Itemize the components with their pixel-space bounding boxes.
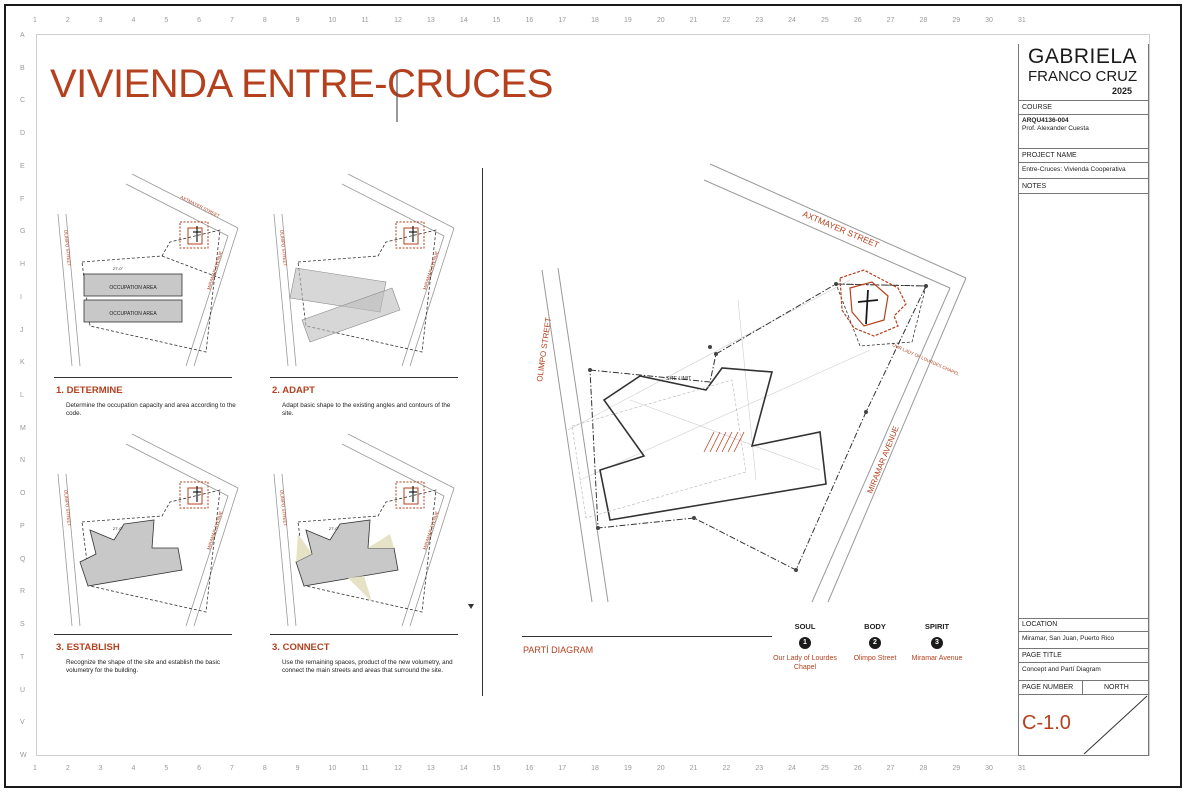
step-1-heading: 1. DETERMINE — [56, 385, 123, 396]
ruler-row-letter: V — [20, 719, 25, 727]
ruler-row-letter: H — [20, 261, 26, 269]
ruler-column-number: 28 — [919, 765, 928, 772]
ruler-row-letter: I — [20, 293, 22, 301]
step-4-description: Use the remaining spaces, product of the new volumetry, and connect the main streets and areas that surround the site. — [282, 659, 453, 674]
ruler-row-letter: J — [20, 326, 24, 334]
ruler-column-number: 18 — [591, 17, 599, 24]
tb-divider — [1018, 178, 1149, 179]
tb-divider — [1018, 662, 1149, 663]
diagram-adapt — [268, 170, 458, 370]
tb-divider — [1018, 618, 1149, 619]
svg-text:MIRAMAR AVENUE: MIRAMAR AVENUE — [422, 510, 440, 551]
step-3-rule — [54, 634, 232, 635]
ruler-column-number: 27 — [886, 765, 895, 772]
svg-text:OUR LADY OF LOURDES CHAPEL: OUR LADY OF LOURDES CHAPEL — [891, 342, 961, 377]
ruler-row-letter: S — [20, 621, 25, 629]
svg-text:MIRAMAR AVENUE: MIRAMAR AVENUE — [422, 250, 440, 291]
ruler-column-number: 2 — [65, 765, 70, 772]
svg-text:27'-0": 27'-0" — [112, 266, 124, 271]
svg-text:OCCUPATION AREA: OCCUPATION AREA — [109, 311, 157, 317]
ruler-column-number: 10 — [328, 17, 337, 24]
ruler-row-letter: P — [20, 522, 25, 530]
step-2-description: Adapt basic shape to the existing angles and contours of the site. — [282, 402, 451, 417]
step-4-rule — [270, 634, 458, 635]
svg-text:AXTMAYER STREET: AXTMAYER STREET — [801, 208, 881, 250]
tb-divider — [1018, 114, 1149, 115]
ruler-column-number: 14 — [459, 765, 468, 772]
legend-soul-heading: SOUL — [794, 622, 816, 631]
ruler-column-number: 1 — [33, 17, 37, 24]
ruler-column-number: 16 — [525, 17, 534, 24]
ruler-row-letter: E — [20, 162, 25, 170]
ruler-column-number: 14 — [459, 17, 468, 24]
title-cross-mark — [386, 70, 416, 126]
page-number-label: PAGE NUMBER — [1022, 684, 1074, 691]
ruler-column-number: 23 — [755, 17, 764, 24]
ruler-column-number: 9 — [295, 765, 300, 772]
ruler-row-letter: D — [20, 130, 26, 138]
ruler-column-number: 29 — [952, 765, 961, 772]
svg-text:27'-0": 27'-0" — [328, 526, 340, 531]
ruler-column-number: 25 — [821, 17, 829, 24]
step-1-description: Determine the occupation capacity and area according to the code. — [66, 402, 236, 417]
ruler-column-number: 31 — [1018, 765, 1026, 772]
diagram-determine — [52, 170, 242, 370]
svg-text:AXTMAYER STREET: AXTMAYER STREET — [179, 194, 221, 219]
ruler-column-number: 16 — [525, 765, 534, 772]
step-2-heading: 2. ADAPT — [272, 385, 315, 396]
ruler-column-number: 19 — [624, 17, 632, 24]
ruler-column-number: 23 — [755, 765, 764, 772]
ruler-row-letter: A — [20, 32, 25, 39]
tb-divider — [1018, 193, 1149, 194]
course-code: ARQU4136-004 — [1022, 117, 1069, 124]
tb-divider — [1018, 755, 1149, 756]
svg-text:MIRAMAR AVENUE: MIRAMAR AVENUE — [206, 510, 224, 551]
ruler-column-number: 17 — [558, 17, 567, 24]
ruler-column-number: 3 — [98, 765, 103, 772]
ruler-column-number: 22 — [722, 17, 731, 24]
ruler-column-number: 2 — [65, 17, 70, 24]
ruler-column-number: 11 — [361, 17, 369, 24]
ruler-row-letter: B — [20, 64, 25, 72]
svg-text:OLIMPO STREET: OLIMPO STREET — [63, 489, 72, 527]
ruler-column-number: 26 — [853, 765, 862, 772]
project-name: Entre-Cruces: Vivienda Cooperativa — [1022, 166, 1126, 173]
ruler-column-number: 27 — [886, 17, 895, 24]
ruler-column-number: 21 — [689, 17, 698, 24]
north-arrow-icon — [1082, 694, 1149, 756]
author-year: 2025 — [1112, 86, 1133, 96]
ruler-column-number: 13 — [427, 17, 435, 24]
tb-column-divider — [1082, 680, 1083, 694]
ruler-column-number: 11 — [361, 765, 369, 772]
svg-text:27'-0": 27'-0" — [112, 526, 124, 531]
ruler-column-number: 4 — [131, 765, 136, 772]
ruler-row-letter: N — [20, 457, 26, 465]
parti-diagram — [520, 150, 980, 610]
ruler-column-number: 5 — [164, 17, 169, 24]
svg-text:OLIMPO STREET: OLIMPO STREET — [279, 229, 288, 267]
ruler-column-number: 30 — [985, 765, 993, 772]
ruler-column-number: 24 — [788, 17, 796, 24]
ruler-column-number: 21 — [689, 765, 698, 772]
ruler-column-number: 12 — [394, 17, 402, 24]
location-value: Miramar, San Juan, Puerto Rico — [1022, 635, 1115, 642]
ruler-column-number: 30 — [985, 17, 993, 24]
north-label: NORTH — [1104, 684, 1129, 691]
ruler-column-number: 10 — [328, 765, 337, 772]
diagram-connect — [268, 430, 458, 630]
step-2-rule — [270, 377, 458, 378]
ruler-column-number: 20 — [656, 765, 665, 772]
project-name-label: PROJECT NAME — [1022, 152, 1077, 159]
legend-body-heading: BODY — [864, 622, 886, 631]
svg-text:OCCUPATION AREA: OCCUPATION AREA — [109, 285, 157, 291]
tb-divider — [1018, 148, 1149, 149]
ruler-column-number: 7 — [230, 765, 234, 772]
ruler-column-number: 19 — [624, 765, 632, 772]
ruler-column-number: 31 — [1018, 17, 1026, 24]
diagram-establish — [52, 430, 242, 630]
tb-divider — [1018, 631, 1149, 632]
tb-divider — [1018, 680, 1149, 681]
ruler-column-number: 28 — [919, 17, 928, 24]
course-label: COURSE — [1022, 104, 1052, 111]
svg-text:OLIMPO STREET: OLIMPO STREET — [63, 229, 72, 267]
page-number: C-1.0 — [1022, 712, 1071, 734]
ruler-column-number: 24 — [788, 765, 796, 772]
legend-spirit-number: 3 — [931, 637, 943, 649]
ruler-row-letter: G — [20, 228, 26, 236]
ruler-column-number: 29 — [952, 17, 961, 24]
svg-text:SITE LIMIT: SITE LIMIT — [666, 376, 692, 382]
ruler-column-number: 8 — [262, 765, 267, 772]
course-professor: Prof. Alexander Cuesta — [1022, 125, 1089, 132]
parti-diagram-label: PARTÍ DIAGRAM — [523, 645, 594, 655]
svg-text:MIRAMAR AVENUE: MIRAMAR AVENUE — [865, 424, 901, 495]
tb-divider — [1018, 648, 1149, 649]
legend-soul-label: Our Lady of Lourdes Chapel — [773, 655, 837, 671]
ruler-row-letter: Q — [20, 555, 26, 563]
vertical-divider — [482, 168, 483, 696]
ruler-column-number: 22 — [722, 765, 731, 772]
ruler-column-number: 3 — [98, 17, 103, 24]
legend-soul-number: 1 — [799, 637, 811, 649]
page-title-value: Concept and Partí Diagram — [1022, 666, 1101, 673]
ruler-column-number: 25 — [821, 765, 829, 772]
ruler-column-number: 12 — [394, 765, 402, 772]
tb-divider — [1018, 162, 1149, 163]
author-name-line1: GABRIELA — [1028, 45, 1138, 68]
ruler-column-number: 9 — [295, 17, 300, 24]
ruler-column-number: 7 — [230, 17, 234, 24]
tb-divider — [1018, 100, 1149, 101]
ruler-row-letter: K — [20, 359, 25, 367]
title-block — [1018, 44, 1149, 756]
step-4-heading: 3. CONNECT — [272, 642, 330, 653]
step-3-description: Recognize the shape of the site and establish the basic volumetry for the building. — [66, 659, 221, 674]
ruler-row-letter: R — [20, 588, 26, 596]
ruler-column-number: 20 — [656, 17, 665, 24]
ruler-row-letter: C — [20, 97, 26, 105]
ruler-column-number: 26 — [853, 17, 862, 24]
ruler-column-number: 6 — [197, 765, 202, 772]
ruler-column-number: 15 — [492, 17, 501, 24]
notes-label: NOTES — [1022, 183, 1047, 190]
ruler-column-number: 1 — [33, 765, 37, 772]
ruler-row-letter: T — [20, 653, 25, 661]
ruler-row-letter: L — [20, 392, 24, 399]
ruler-column-number: 4 — [131, 17, 136, 24]
ruler-column-number: 8 — [262, 17, 267, 24]
ruler-row-letter: U — [20, 686, 26, 694]
legend-spirit-heading: SPIRIT — [924, 622, 950, 631]
step-1-rule — [54, 377, 232, 378]
ruler-row-letter: F — [20, 195, 25, 203]
location-label: LOCATION — [1022, 621, 1058, 628]
legend-body-number: 2 — [869, 637, 881, 649]
page-title: VIVIENDA ENTRE-CRUCES — [50, 62, 553, 106]
ruler-column-number: 6 — [197, 17, 202, 24]
step-3-heading: 3. ESTABLISH — [56, 642, 120, 653]
ruler-row-letter: O — [20, 490, 26, 498]
parti-rule — [522, 636, 772, 637]
svg-text:OLIMPO STREET: OLIMPO STREET — [535, 316, 554, 383]
ruler-column-number: 17 — [558, 765, 567, 772]
author-name-line2: FRANCO CRUZ — [1028, 68, 1138, 85]
ruler-row-letter: M — [20, 424, 26, 432]
ruler-row-letter: W — [20, 752, 27, 759]
page-title-label: PAGE TITLE — [1022, 652, 1062, 659]
ruler-column-number: 18 — [591, 765, 599, 772]
svg-text:OLIMPO STREET: OLIMPO STREET — [279, 489, 288, 527]
svg-text:MIRAMAR AVENUE: MIRAMAR AVENUE — [206, 250, 224, 291]
legend-body-label: Olimpo Street — [853, 655, 897, 662]
legend-spirit-label: Miramar Avenue — [911, 655, 963, 662]
ruler-column-number: 13 — [427, 765, 435, 772]
ruler-column-number: 5 — [164, 765, 169, 772]
marker-arrow-icon — [468, 604, 474, 609]
ruler-column-number: 15 — [492, 765, 501, 772]
